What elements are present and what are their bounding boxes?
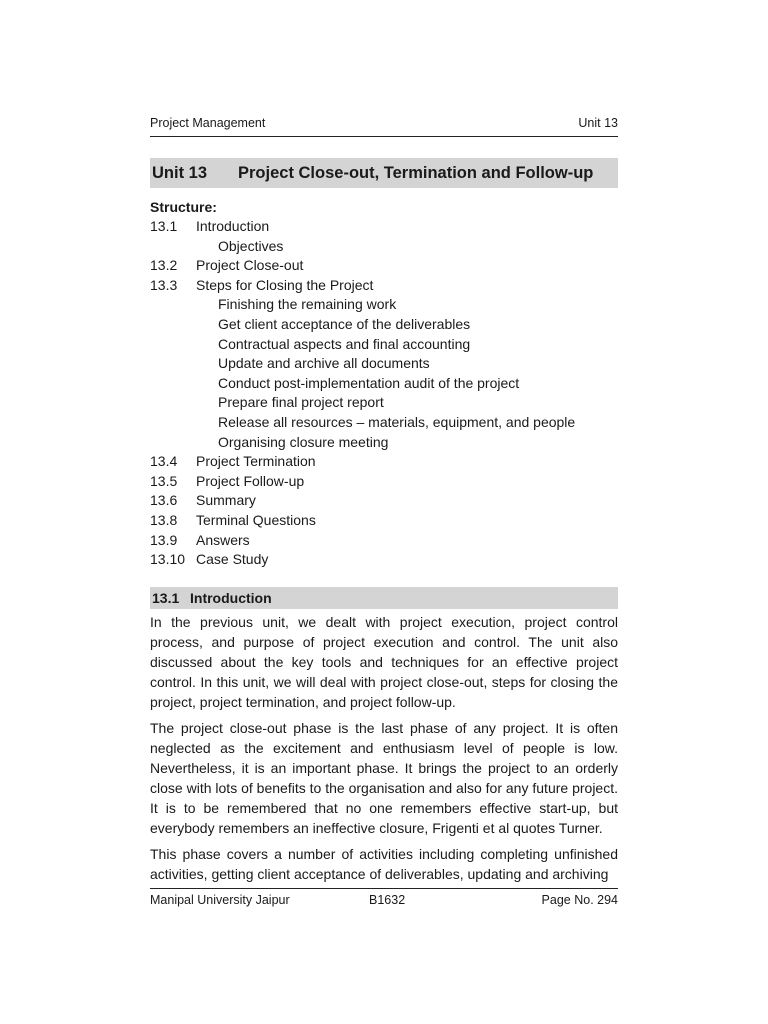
- toc-subentry: [150, 315, 618, 335]
- section-heading: [150, 587, 618, 609]
- toc-entry-number: 13.2: [150, 257, 178, 274]
- toc-entry: [150, 217, 618, 237]
- toc-entry-number: 13.1: [150, 218, 178, 234]
- toc-subentry-title: Objectives: [218, 237, 284, 254]
- header-course-title: Project Management: [150, 116, 266, 130]
- toc-entry-title: Introduction: [196, 218, 270, 234]
- toc-entry-title: Answers: [196, 531, 250, 548]
- paragraph: This phase covers a number of activities including completing unfinished activities, getting client acceptance of deliverables, updating and archiving: [150, 846, 618, 882]
- toc-subentry-title: Release all resources – materials, equipment, and people: [218, 413, 576, 430]
- toc-subentry: [150, 335, 618, 355]
- toc-entry: [150, 276, 618, 296]
- toc-entry: [150, 550, 618, 570]
- toc-entry-title: Project Follow-up: [196, 472, 305, 489]
- toc-entries: [150, 217, 618, 570]
- toc-entry: [150, 491, 618, 511]
- toc-entry-title: Summary: [196, 492, 256, 509]
- toc-subentry: [150, 374, 618, 394]
- toc-entry: [150, 452, 618, 472]
- header-unit-label: Unit 13: [578, 116, 618, 130]
- toc-entry: [150, 511, 618, 531]
- toc-entry-title: Project Close-out: [196, 257, 304, 274]
- toc-subentry-title: Finishing the remaining work: [218, 296, 397, 313]
- toc-entry-number: 13.8: [150, 511, 178, 528]
- structure-heading: Structure:: [150, 199, 217, 215]
- unit-title: [150, 158, 618, 188]
- toc-subentry-title: Get client acceptance of the deliverables: [218, 315, 471, 332]
- toc-entry-number: 13.4: [150, 453, 178, 470]
- toc-entry-number: 13.10: [150, 551, 186, 568]
- section-number: 13.1: [152, 590, 180, 606]
- toc-entry: [150, 531, 618, 551]
- toc-subentry: [150, 433, 618, 453]
- toc-entry: [150, 472, 618, 492]
- toc-subentry: [150, 393, 618, 413]
- toc-subentry: [150, 354, 618, 374]
- toc-entry-number: 13.3: [150, 276, 178, 293]
- page-footer: [150, 888, 618, 911]
- toc-entry-number: 13.9: [150, 531, 178, 548]
- toc-entry-number: 13.5: [150, 472, 178, 489]
- unit-title-text: Project Close-out, Termination and Follow-up: [238, 164, 594, 182]
- paragraph: The project close-out phase is the last phase of any project. It is often neglected as the excitement and enthusiasm level of people is low. Nevertheless, it is an important phase. It brings the project to an orderly close with lots of benefits to the organisation and also for any future project. It is to be remembered that no one remembers effective start-up, but everybody remembers an ineffective closure, Frigenti et al quotes Turner.: [150, 720, 618, 836]
- unit-number: Unit 13: [152, 164, 208, 182]
- toc-subentry-title: Organising closure meeting: [218, 433, 389, 450]
- toc-subentry-title: Prepare final project report: [218, 394, 384, 411]
- toc-subentry-title: Contractual aspects and final accounting: [218, 335, 471, 352]
- toc-subentry: [150, 413, 618, 433]
- toc-subentry: [150, 295, 618, 315]
- footer-page-number: Page No. 294: [541, 893, 618, 907]
- section-title: Introduction: [190, 590, 272, 606]
- paragraph: In the previous unit, we dealt with project execution, project control process, and purpose of project execution and control. The unit also discussed about the key tools and techniques for an effective project control. In this unit, we will deal with project close-out, steps for closing the project, project termination, and project follow-up.: [150, 614, 618, 710]
- toc-subentry-title: Conduct post-implementation audit of the project: [218, 374, 520, 391]
- toc-entry-title: Steps for Closing the Project: [196, 276, 374, 293]
- structure-list: [150, 197, 618, 570]
- toc-subentry-title: Update and archive all documents: [218, 355, 430, 372]
- toc-entry-title: Terminal Questions: [196, 511, 316, 528]
- toc-subentry: [150, 237, 618, 257]
- toc-entry-title: Project Termination: [196, 453, 316, 470]
- toc-entry-title: Case Study: [196, 551, 269, 568]
- running-header: [150, 116, 618, 137]
- toc-entry-number: 13.6: [150, 492, 178, 509]
- footer-code: B1632: [369, 893, 406, 907]
- footer-university: Manipal University Jaipur: [150, 893, 290, 907]
- toc-entry: [150, 256, 618, 276]
- section-body: [150, 612, 618, 890]
